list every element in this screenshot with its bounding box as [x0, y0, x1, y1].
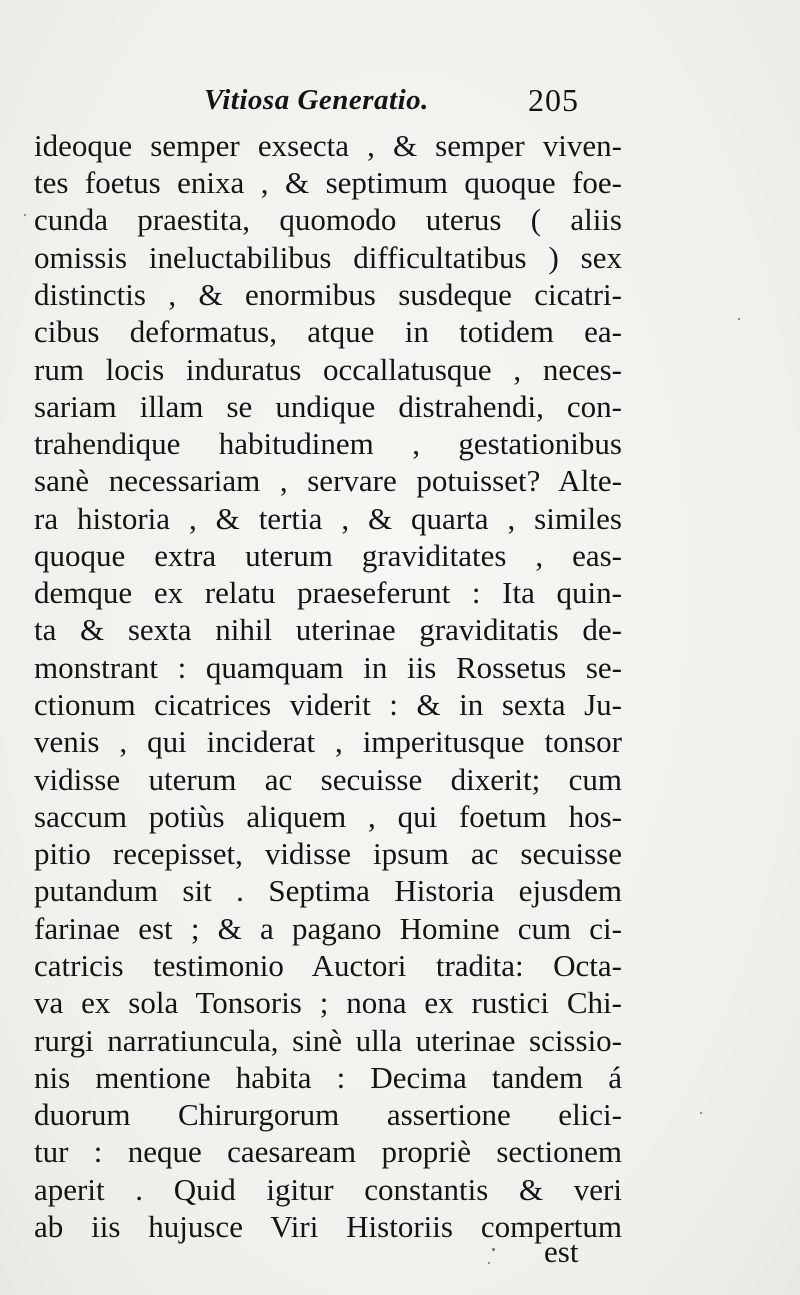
ink-speck [492, 1248, 495, 1251]
page-number: 205 [528, 82, 579, 118]
text-line: tur : neque caesaream propriè sectionem [34, 1134, 622, 1169]
ink-speck [738, 318, 740, 320]
text-line: rurgi narratiuncula, sinè ulla uterinae scissio- [34, 1023, 622, 1058]
text-line: rum locis induratus occallatusque , neces- [34, 352, 622, 387]
text-line: saccum potiùs aliquem , qui foetum hos- [34, 799, 622, 834]
text-line: sariam illam se undique distrahendi, con- [34, 389, 622, 424]
text-line: distinctis , & enormibus susdeque cicatri- [34, 277, 622, 312]
text-line: ta & sexta nihil uterinae graviditatis de- [34, 612, 622, 647]
text-line: farinae est ; & a pagano Homine cum ci- [34, 911, 622, 946]
text-line: vidisse uterum ac secuisse dixerit; cum [34, 762, 622, 797]
text-line: va ex sola Tonsoris ; nona ex rustici Chi- [34, 985, 622, 1020]
text-line: ab iis hujusce Viri Historiis compertum [34, 1209, 622, 1244]
running-title: Vitiosa Generatio. [204, 84, 429, 116]
text-line: ra historia , & tertia , & quarta , similes [34, 501, 622, 536]
text-line: sanè necessariam , servare potuisset? Alte- [34, 463, 622, 498]
text-line: tes foetus enixa , & septimum quoque foe- [34, 165, 622, 200]
ink-speck [700, 1112, 702, 1114]
text-line: cibus deformatus, atque in totidem ea- [34, 314, 622, 349]
catchword: est [544, 1234, 579, 1269]
text-line: pitio recepisset, vidisse ipsum ac secuisse [34, 836, 622, 871]
text-line: putandum sit . Septima Historia ejusdem [34, 873, 622, 908]
text-line: monstrant : quamquam in iis Rossetus se- [34, 650, 622, 685]
text-line: ctionum cicatrices viderit : & in sexta Ju- [34, 687, 622, 722]
ink-speck [24, 214, 26, 216]
text-line: demque ex relatu praeseferunt : Ita quin- [34, 575, 622, 610]
text-line: catricis testimonio Auctori tradita: Octa- [34, 948, 622, 983]
text-line: cunda praestita, quomodo uterus ( aliis [34, 202, 622, 237]
ink-speck [488, 1262, 490, 1264]
text-line: omissis ineluctabilibus difficultatibus ) sex [34, 240, 622, 275]
text-line: quoque extra uterum graviditates , eas- [34, 538, 622, 573]
text-line: ideoque semper exsecta , & semper viven- [34, 128, 622, 163]
text-line: trahendique habitudinem , gestationibus [34, 426, 622, 461]
text-line: venis , qui inciderat , imperitusque tonsor [34, 724, 622, 759]
text-line: aperit . Quid igitur constantis & veri [34, 1172, 622, 1207]
text-line: nis mentione habita : Decima tandem á [34, 1060, 622, 1095]
text-line: duorum Chirurgorum assertione elici- [34, 1097, 622, 1132]
